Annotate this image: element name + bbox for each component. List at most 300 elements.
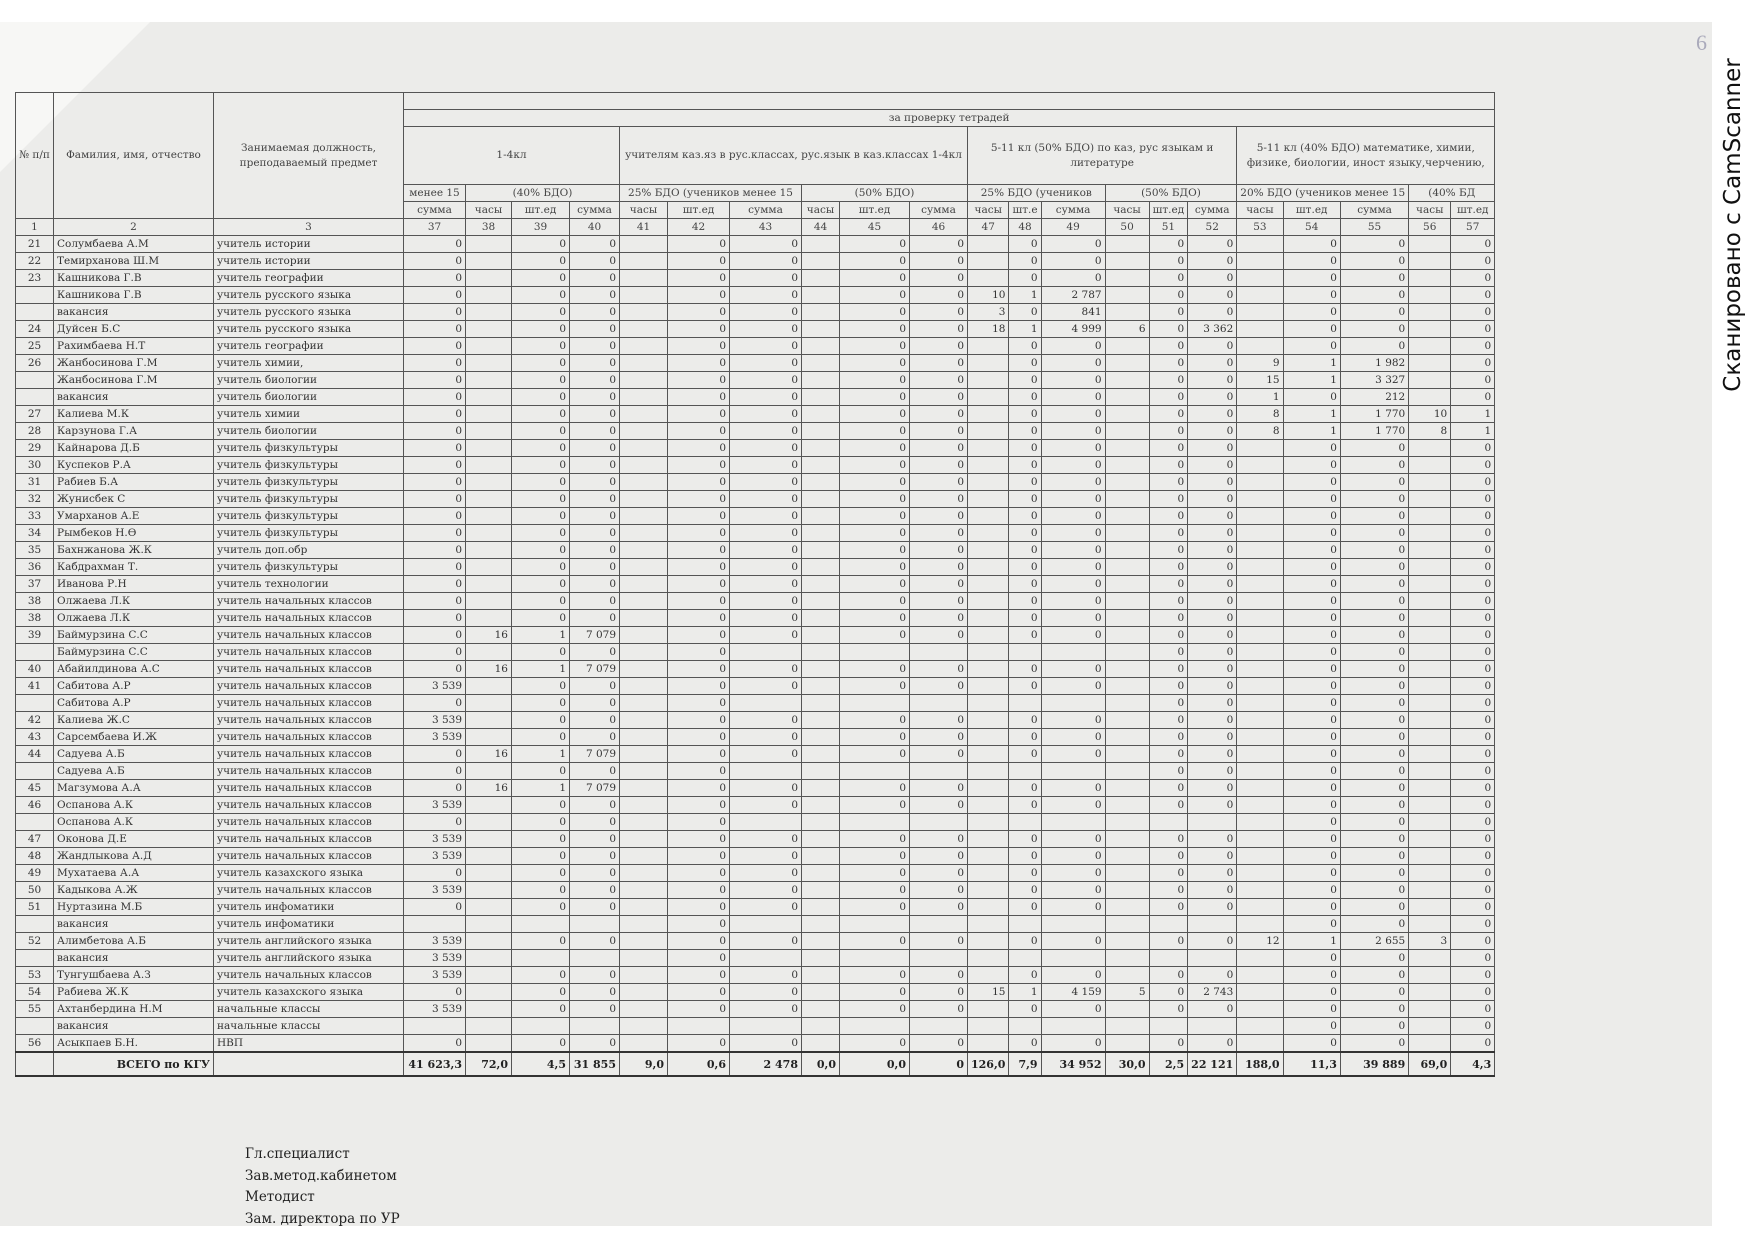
row-number: 26 [16, 355, 54, 372]
value-cell [968, 236, 1009, 253]
value-cell: 0 [570, 440, 620, 457]
value-cell: 1 [1283, 355, 1340, 372]
value-cell [1188, 950, 1237, 967]
value-cell: 0 [668, 950, 730, 967]
value-cell [466, 338, 512, 355]
value-cell: 0 [668, 270, 730, 287]
total-cell: 0,0 [840, 1052, 910, 1076]
value-cell: 0 [1009, 933, 1041, 950]
value-cell: 0 [1041, 542, 1105, 559]
value-cell [1237, 491, 1283, 508]
value-cell: 0 [1283, 338, 1340, 355]
value-cell [802, 253, 840, 270]
value-cell [1237, 559, 1283, 576]
value-cell [968, 355, 1009, 372]
column-number: 38 [466, 219, 512, 236]
value-cell [968, 661, 1009, 678]
value-cell: 0 [910, 865, 968, 882]
value-cell [620, 729, 668, 746]
value-cell: 0 [1188, 627, 1237, 644]
value-cell [968, 797, 1009, 814]
value-cell: 0 [1149, 542, 1188, 559]
row-number: 54 [16, 984, 54, 1001]
value-cell [620, 406, 668, 423]
value-cell: 0 [570, 593, 620, 610]
value-cell [1105, 440, 1149, 457]
column-number: 57 [1451, 219, 1495, 236]
value-cell [466, 457, 512, 474]
value-cell [1237, 814, 1283, 831]
value-cell: 3 539 [404, 729, 466, 746]
value-cell: 0 [668, 610, 730, 627]
value-cell: 0 [1340, 321, 1408, 338]
value-cell: 0 [1340, 831, 1408, 848]
value-cell [1041, 950, 1105, 967]
value-cell [1409, 1001, 1451, 1018]
value-cell [1237, 763, 1283, 780]
position: учитель начальных классов [214, 848, 404, 865]
value-cell: 0 [1149, 899, 1188, 916]
value-cell: 0 [1340, 491, 1408, 508]
header-col: сумма [1340, 202, 1408, 219]
value-cell: 0 [404, 780, 466, 797]
value-cell: 0 [910, 236, 968, 253]
value-cell: 0 [570, 763, 620, 780]
value-cell [802, 763, 840, 780]
value-cell [802, 474, 840, 491]
value-cell: 0 [512, 440, 570, 457]
value-cell [802, 678, 840, 695]
header-name: Фамилия, имя, отчество [54, 93, 214, 219]
value-cell [1105, 508, 1149, 525]
value-cell: 0 [404, 491, 466, 508]
value-cell: 0 [512, 831, 570, 848]
value-cell: 0 [668, 644, 730, 661]
value-cell: 0 [910, 508, 968, 525]
value-cell: 0 [1283, 899, 1340, 916]
value-cell: 0 [1149, 576, 1188, 593]
value-cell [466, 389, 512, 406]
row-number: 25 [16, 338, 54, 355]
value-cell: 0 [570, 678, 620, 695]
column-number: 47 [968, 219, 1009, 236]
value-cell: 0 [910, 321, 968, 338]
value-cell: 0 [840, 610, 910, 627]
position: учитель инфоматики [214, 916, 404, 933]
value-cell: 0 [404, 865, 466, 882]
value-cell: 0 [1451, 661, 1495, 678]
value-cell: 1 [512, 780, 570, 797]
value-cell: 0 [910, 253, 968, 270]
value-cell [466, 491, 512, 508]
value-cell [1409, 474, 1451, 491]
value-cell [1105, 610, 1149, 627]
value-cell: 0 [1041, 678, 1105, 695]
value-cell: 0 [1041, 338, 1105, 355]
value-cell [620, 797, 668, 814]
value-cell: 0 [840, 576, 910, 593]
value-cell [968, 1018, 1009, 1035]
position: учитель начальных классов [214, 644, 404, 661]
value-cell [466, 236, 512, 253]
value-cell: 0 [512, 321, 570, 338]
value-cell: 0 [1283, 559, 1340, 576]
column-number: 2 [54, 219, 214, 236]
header-subgroup: (50% БДО) [802, 185, 968, 202]
value-cell: 0 [1340, 882, 1408, 899]
teacher-name: Садуева А.Б [54, 763, 214, 780]
value-cell [466, 304, 512, 321]
value-cell: 0 [840, 270, 910, 287]
value-cell: 0 [1451, 270, 1495, 287]
value-cell: 0 [840, 236, 910, 253]
position: учитель начальных классов [214, 610, 404, 627]
value-cell [968, 576, 1009, 593]
value-cell [968, 610, 1009, 627]
value-cell: 0 [1041, 593, 1105, 610]
value-cell: 0 [1451, 236, 1495, 253]
value-cell [802, 848, 840, 865]
value-cell [802, 372, 840, 389]
value-cell [620, 525, 668, 542]
value-cell: 0 [1149, 984, 1188, 1001]
value-cell: 0 [1009, 899, 1041, 916]
value-cell: 12 [1237, 933, 1283, 950]
value-cell: 0 [840, 729, 910, 746]
value-cell [1237, 916, 1283, 933]
value-cell: 0 [1041, 355, 1105, 372]
value-cell [1105, 253, 1149, 270]
value-cell [1105, 729, 1149, 746]
value-cell: 0 [668, 916, 730, 933]
value-cell: 841 [1041, 304, 1105, 321]
header-col: сумма [910, 202, 968, 219]
teacher-name: Рабиева Ж.К [54, 984, 214, 1001]
value-cell: 0 [570, 525, 620, 542]
table-row [16, 338, 1495, 355]
value-cell [1188, 916, 1237, 933]
value-cell: 0 [910, 270, 968, 287]
row-number: 34 [16, 525, 54, 542]
value-cell: 0 [1451, 746, 1495, 763]
value-cell: 0 [668, 797, 730, 814]
value-cell: 0 [668, 236, 730, 253]
value-cell: 0 [1009, 525, 1041, 542]
value-cell [802, 525, 840, 542]
value-cell: 0 [512, 270, 570, 287]
value-cell [968, 253, 1009, 270]
value-cell: 0 [512, 474, 570, 491]
value-cell: 0 [730, 661, 802, 678]
value-cell [802, 916, 840, 933]
table-row [16, 712, 1495, 729]
value-cell: 0 [1188, 780, 1237, 797]
value-cell: 0 [730, 712, 802, 729]
value-cell [620, 610, 668, 627]
value-cell: 0 [1451, 984, 1495, 1001]
value-cell [1041, 763, 1105, 780]
value-cell [1409, 321, 1451, 338]
value-cell [1105, 661, 1149, 678]
value-cell [1409, 967, 1451, 984]
value-cell [466, 1035, 512, 1053]
value-cell [910, 644, 968, 661]
value-cell: 0 [1451, 338, 1495, 355]
value-cell [1237, 780, 1283, 797]
value-cell [1237, 457, 1283, 474]
value-cell: 10 [968, 287, 1009, 304]
value-cell: 0 [404, 508, 466, 525]
value-cell: 0 [1149, 491, 1188, 508]
value-cell: 3 539 [404, 967, 466, 984]
value-cell [1237, 678, 1283, 695]
value-cell: 0 [910, 984, 968, 1001]
value-cell [620, 763, 668, 780]
value-cell [802, 984, 840, 1001]
value-cell: 0 [404, 338, 466, 355]
value-cell: 0 [840, 474, 910, 491]
value-cell [968, 763, 1009, 780]
value-cell [1149, 814, 1188, 831]
value-cell: 0 [840, 304, 910, 321]
value-cell: 0 [1188, 559, 1237, 576]
value-cell: 0 [1041, 780, 1105, 797]
table-row [16, 508, 1495, 525]
value-cell: 0 [730, 440, 802, 457]
value-cell: 0 [730, 474, 802, 491]
row-number: 52 [16, 933, 54, 950]
value-cell [620, 338, 668, 355]
value-cell: 0 [1283, 593, 1340, 610]
value-cell: 1 [1009, 321, 1041, 338]
value-cell [968, 508, 1009, 525]
value-cell: 1 770 [1340, 406, 1408, 423]
value-cell [1237, 882, 1283, 899]
value-cell: 0 [730, 406, 802, 423]
value-cell: 0 [1283, 627, 1340, 644]
value-cell [466, 287, 512, 304]
total-cell: 72,0 [466, 1052, 512, 1076]
value-cell: 1 [512, 627, 570, 644]
value-cell: 0 [1188, 304, 1237, 321]
value-cell: 0 [570, 865, 620, 882]
value-cell: 0 [668, 831, 730, 848]
value-cell: 3 539 [404, 933, 466, 950]
teacher-name: Баймурзина С.С [54, 627, 214, 644]
table-row [16, 882, 1495, 899]
value-cell: 0 [1283, 695, 1340, 712]
value-cell: 0 [1451, 950, 1495, 967]
value-cell [466, 916, 512, 933]
value-cell [1105, 780, 1149, 797]
value-cell: 0 [404, 474, 466, 491]
table-row [16, 355, 1495, 372]
value-cell: 0 [1340, 695, 1408, 712]
value-cell [1237, 287, 1283, 304]
value-cell: 0 [512, 423, 570, 440]
header-no: № п/п [16, 93, 54, 219]
value-cell: 0 [512, 593, 570, 610]
value-cell: 0 [910, 406, 968, 423]
value-cell [802, 797, 840, 814]
value-cell [1237, 593, 1283, 610]
table-row [16, 321, 1495, 338]
value-cell [1105, 372, 1149, 389]
value-cell: 0 [1340, 338, 1408, 355]
value-cell [620, 1035, 668, 1053]
value-cell: 0 [1283, 287, 1340, 304]
value-cell: 0 [1188, 593, 1237, 610]
value-cell [1149, 1018, 1188, 1035]
value-cell: 0 [1149, 627, 1188, 644]
value-cell [968, 746, 1009, 763]
table-row [16, 406, 1495, 423]
value-cell: 0 [1451, 610, 1495, 627]
table-row [16, 559, 1495, 576]
value-cell: 0 [1009, 355, 1041, 372]
value-cell: 0 [1283, 746, 1340, 763]
value-cell: 0 [668, 423, 730, 440]
value-cell: 0 [1149, 304, 1188, 321]
value-cell [1105, 831, 1149, 848]
table-row [16, 525, 1495, 542]
value-cell: 0 [512, 848, 570, 865]
value-cell [968, 780, 1009, 797]
total-label: ВСЕГО по КГУ [54, 1052, 214, 1076]
value-cell: 0 [1149, 1035, 1188, 1053]
value-cell: 0 [404, 270, 466, 287]
value-cell [840, 916, 910, 933]
value-cell: 0 [1041, 270, 1105, 287]
header-col: шт.е [1009, 202, 1041, 219]
value-cell: 0 [1188, 848, 1237, 865]
table-row [16, 950, 1495, 967]
column-number: 46 [910, 219, 968, 236]
value-cell [1105, 474, 1149, 491]
row-number: 45 [16, 780, 54, 797]
value-cell: 1 [1451, 406, 1495, 423]
position: учитель биологии [214, 423, 404, 440]
value-cell [466, 865, 512, 882]
value-cell: 0 [1451, 287, 1495, 304]
table-row [16, 746, 1495, 763]
value-cell: 0 [570, 491, 620, 508]
column-number: 54 [1283, 219, 1340, 236]
header-subgroup: менее 15 [404, 185, 466, 202]
position: учитель начальных классов [214, 678, 404, 695]
row-number: 43 [16, 729, 54, 746]
value-cell [840, 1018, 910, 1035]
row-number [16, 644, 54, 661]
value-cell [1409, 253, 1451, 270]
value-cell: 0 [1283, 780, 1340, 797]
value-cell: 0 [910, 287, 968, 304]
value-cell: 0 [1188, 661, 1237, 678]
value-cell: 3 [968, 304, 1009, 321]
column-number: 1 [16, 219, 54, 236]
value-cell: 0 [668, 287, 730, 304]
value-cell: 0 [730, 593, 802, 610]
value-cell: 0 [668, 321, 730, 338]
total-row [16, 1052, 1495, 1076]
value-cell: 0 [1188, 1001, 1237, 1018]
value-cell: 0 [404, 644, 466, 661]
value-cell: 0 [668, 848, 730, 865]
table-row [16, 933, 1495, 950]
value-cell [1237, 797, 1283, 814]
value-cell [1409, 695, 1451, 712]
value-cell [620, 389, 668, 406]
value-cell: 0 [1009, 236, 1041, 253]
value-cell [802, 440, 840, 457]
value-cell [802, 1001, 840, 1018]
value-cell: 0 [1009, 780, 1041, 797]
value-cell: 16 [466, 627, 512, 644]
column-number: 48 [1009, 219, 1041, 236]
value-cell: 1 [1009, 984, 1041, 1001]
teacher-name: Кайнарова Д.Б [54, 440, 214, 457]
value-cell [466, 729, 512, 746]
value-cell: 0 [1283, 389, 1340, 406]
table-row [16, 610, 1495, 627]
value-cell: 0 [1041, 474, 1105, 491]
value-cell: 0 [1188, 355, 1237, 372]
value-cell: 0 [1451, 525, 1495, 542]
value-cell: 0 [570, 814, 620, 831]
value-cell: 0 [910, 712, 968, 729]
value-cell: 0 [570, 423, 620, 440]
position: учитель физкультуры [214, 474, 404, 491]
value-cell: 0 [1149, 746, 1188, 763]
total-cell: 0,6 [668, 1052, 730, 1076]
value-cell [466, 355, 512, 372]
value-cell: 0 [1009, 712, 1041, 729]
value-cell: 212 [1340, 389, 1408, 406]
value-cell: 0 [404, 814, 466, 831]
row-number [16, 695, 54, 712]
position: учитель начальных классов [214, 712, 404, 729]
value-cell [802, 933, 840, 950]
value-cell: 7 079 [570, 661, 620, 678]
position: учитель начальных классов [214, 797, 404, 814]
value-cell: 0 [668, 372, 730, 389]
value-cell: 0 [1451, 899, 1495, 916]
value-cell: 0 [840, 406, 910, 423]
value-cell: 0 [1451, 780, 1495, 797]
value-cell: 0 [1340, 270, 1408, 287]
value-cell [404, 1018, 466, 1035]
value-cell: 0 [668, 746, 730, 763]
teacher-name: Абайилдинова А.С [54, 661, 214, 678]
value-cell: 0 [730, 780, 802, 797]
value-cell: 0 [1451, 814, 1495, 831]
value-cell [466, 950, 512, 967]
value-cell [910, 695, 968, 712]
value-cell: 0 [730, 933, 802, 950]
value-cell [1105, 389, 1149, 406]
value-cell [1105, 763, 1149, 780]
value-cell: 0 [570, 338, 620, 355]
position: начальные классы [214, 1018, 404, 1035]
value-cell: 0 [1149, 644, 1188, 661]
signature-line: Методист [245, 1189, 315, 1205]
value-cell: 0 [1188, 508, 1237, 525]
value-cell: 0 [570, 389, 620, 406]
value-cell [1105, 950, 1149, 967]
table-row [16, 1035, 1495, 1053]
total-cell: 39 889 [1340, 1052, 1408, 1076]
value-cell: 0 [910, 457, 968, 474]
